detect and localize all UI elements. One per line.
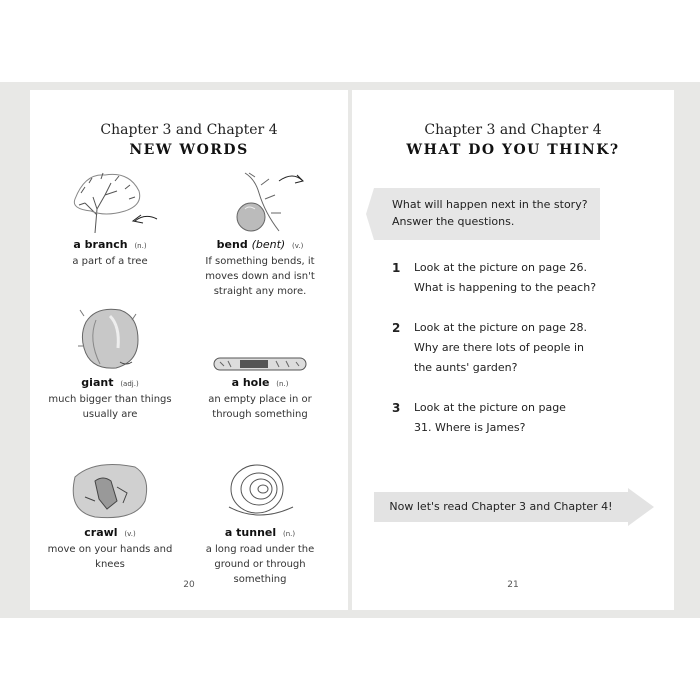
question-text: Look at the picture on page 28. Why are there lots of people in the aunts' garden?: [414, 321, 587, 374]
question-item: [392, 318, 632, 378]
word-definition: move on your hands and knees: [47, 544, 173, 570]
bending-branch-peach-icon: [190, 168, 330, 236]
chapter-heading: Chapter 3 and Chapter 4: [100, 122, 278, 138]
word-term: a tunnel: [224, 526, 277, 539]
part-of-speech: (adj.): [120, 380, 139, 388]
page-number: 20: [183, 580, 195, 590]
left-page: [30, 90, 348, 610]
arrow-text: Now let's read Chapter 3 and Chapter 4!: [389, 500, 613, 513]
word-term: giant: [81, 376, 114, 389]
crawling-boy-icon: [40, 456, 180, 524]
word-card: [40, 168, 180, 269]
word-card: [190, 302, 330, 422]
word-card: [40, 302, 180, 422]
question-item: [392, 258, 632, 298]
part-of-speech: (v.): [292, 242, 304, 250]
section-title: WHAT DO YOU THINK?: [406, 142, 620, 158]
prompt-text: What will happen next in the story? Answer the questions.: [392, 198, 588, 228]
tree-branch-icon: [40, 168, 180, 236]
question-text: Look at the picture on page 26. What is happening to the peach?: [414, 261, 597, 294]
word-past-form: (bent): [251, 238, 286, 251]
book-spread: [0, 82, 700, 618]
question-number: 3: [392, 401, 401, 415]
word-definition: a long road under the ground or through something: [205, 544, 315, 585]
right-page: [352, 90, 674, 610]
part-of-speech: (n.): [276, 380, 289, 388]
word-card: [190, 168, 330, 299]
page-number: 21: [507, 580, 519, 590]
question-number: 2: [392, 321, 401, 335]
chapter-heading: Chapter 3 and Chapter 4: [424, 122, 602, 138]
word-definition: much bigger than things usually are: [48, 394, 172, 420]
word-term: bend: [216, 238, 248, 251]
word-definition: an empty place in or through something: [208, 394, 312, 420]
word-card: [40, 456, 180, 572]
part-of-speech: (v.): [124, 530, 136, 538]
question-number: 1: [392, 261, 401, 275]
word-definition: a part of a tree: [72, 256, 148, 267]
word-term: a branch: [73, 238, 128, 251]
prompt-pointer: [366, 188, 374, 240]
question-text: Look at the picture on page 31. Where is James?: [414, 401, 566, 434]
question-item: [392, 398, 632, 438]
tunnel-icon: [190, 456, 330, 524]
giant-peach-icon: [40, 302, 180, 374]
prompt-box: [374, 188, 600, 240]
part-of-speech: (n.): [282, 530, 296, 538]
section-title: NEW WORDS: [129, 142, 249, 158]
word-definition: If something bends, it moves down and isn't straight any more.: [205, 256, 315, 297]
part-of-speech: (n.): [134, 242, 147, 250]
word-card: [190, 456, 330, 587]
next-chapter-arrow: [374, 488, 654, 526]
hole-icon: [190, 302, 330, 374]
word-term: crawl: [84, 526, 118, 539]
word-term: a hole: [231, 376, 270, 389]
